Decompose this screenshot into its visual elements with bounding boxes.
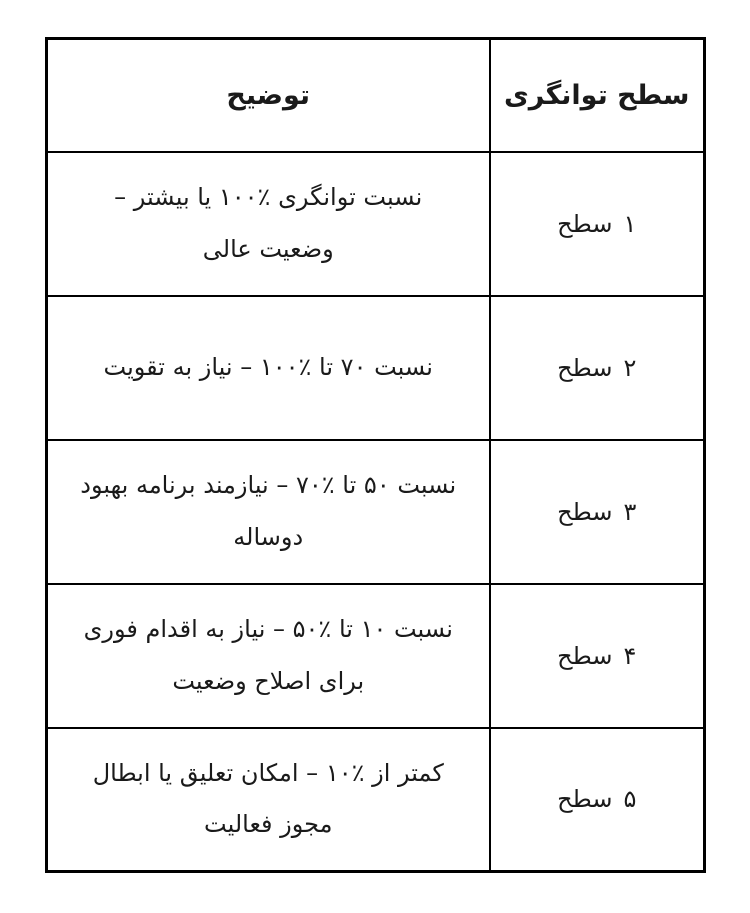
table-row [47, 296, 705, 440]
level-number: ۱ [623, 209, 637, 238]
description-cell: کمتر از ٪۱۰ – امکان تعلیق یا ابطال مجوز فعالیت [47, 728, 490, 872]
level-number: ۴ [623, 641, 637, 670]
description-cell: نسبت ۱۰ تا ٪۵۰ – نیاز به اقدام فوری برای اصلاح وضعیت [47, 584, 490, 728]
table-row [47, 152, 705, 296]
description-column-header: توضیح [47, 39, 490, 152]
level-word: سطح [557, 209, 613, 238]
level-word: سطح [557, 353, 613, 382]
table-header-row [47, 39, 705, 152]
level-cell [490, 440, 705, 584]
level-word: سطح [557, 785, 613, 814]
table-row [47, 728, 705, 872]
level-cell [490, 152, 705, 296]
description-cell: نسبت ۵۰ تا ٪۷۰ – نیازمند برنامه بهبود دوساله [47, 440, 490, 584]
level-number: ۵ [623, 785, 637, 814]
table-row [47, 584, 705, 728]
table-row [47, 440, 705, 584]
level-word: سطح [557, 641, 613, 670]
level-number: ۲ [623, 353, 637, 382]
description-cell: نسبت توانگری ٪۱۰۰ یا بیشتر – وضعیت عالی [47, 152, 490, 296]
solvency-levels-table [45, 37, 706, 873]
level-number: ۳ [623, 497, 637, 526]
level-cell [490, 296, 705, 440]
level-word: سطح [557, 497, 613, 526]
level-column-header: سطح توانگری [490, 39, 705, 152]
level-cell [490, 728, 705, 872]
description-cell: نسبت ۷۰ تا ٪۱۰۰ – نیاز به تقویت [47, 296, 490, 440]
level-cell [490, 584, 705, 728]
